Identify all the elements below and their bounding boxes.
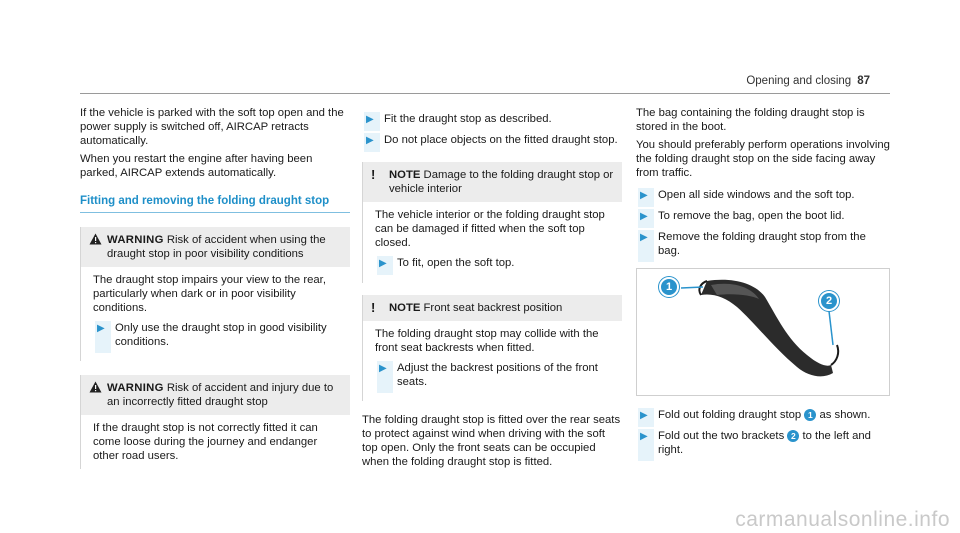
step-arrow-icon: ▶ <box>640 431 648 442</box>
warning-label: WARNING <box>107 382 164 394</box>
warning-heading: Risk of accident when using the draught stop in poor visibility conditions <box>107 234 326 260</box>
callout-1: 1 <box>659 277 679 297</box>
note-box <box>362 295 622 401</box>
paragraph: You should preferably perform operations involving the folding draught stop on the side facing away from traffic. <box>636 139 890 179</box>
step-text: Open all side windows and the soft top. <box>658 189 855 201</box>
callout-marker-1: 1 <box>804 409 816 421</box>
warning-box <box>80 375 350 469</box>
column-1 <box>80 106 350 483</box>
paragraph: The bag containing the folding draught stop is stored in the boot. <box>636 107 865 133</box>
page-number: 87 <box>857 75 870 87</box>
step-text: Fit the draught stop as described. <box>384 113 552 125</box>
paragraph: When you restart the engine after having been parked, AIRCAP extends automatically. <box>80 153 313 179</box>
step-arrow-icon: ▶ <box>379 363 387 374</box>
paragraph: If the vehicle is parked with the soft top open and the power supply is switched off, AIRCAP retracts automatically. <box>80 107 344 147</box>
step-arrow-icon: ▶ <box>640 232 648 243</box>
exclamation-icon: ! <box>371 300 376 315</box>
step-text: Fold out folding draught stop <box>658 409 802 421</box>
step-text: to the left and right. <box>658 430 871 456</box>
warning-text: The draught stop impairs your view to the rear, particularly when dark or in poor visibility conditions. <box>93 274 326 314</box>
step-text: To remove the bag, open the boot lid. <box>658 210 845 222</box>
warning-header <box>81 227 350 267</box>
step-text: Fold out the two brackets <box>658 430 785 442</box>
step-arrow-icon: ▶ <box>379 258 387 269</box>
warning-heading: Risk of accident and injury due to an incorrectly fitted draught stop <box>107 382 334 408</box>
step-arrow-icon: ▶ <box>640 410 648 421</box>
step <box>636 188 890 203</box>
warning-triangle-icon <box>89 381 107 397</box>
step-arrow-icon: ▶ <box>366 135 374 146</box>
note-header <box>363 162 622 202</box>
watermark: carmanualsonline.info <box>735 508 950 531</box>
step-arrow-icon: ▶ <box>366 114 374 125</box>
warning-label: WARNING <box>107 234 164 246</box>
step <box>636 209 890 224</box>
note-text: The vehicle interior or the folding draught stop can be damaged if fitted when the soft top closed. <box>375 209 605 249</box>
warning-text: If the draught stop is not correctly fitted it can come loose during the journey and endanger other road users. <box>93 422 318 462</box>
warning-box <box>80 227 350 361</box>
step <box>375 361 614 389</box>
draught-stop-illustration <box>636 268 890 396</box>
step-arrow-icon: ▶ <box>640 190 648 201</box>
step <box>362 112 622 127</box>
note-box <box>362 162 622 283</box>
section-heading: Fitting and removing the folding draught stop <box>80 194 350 213</box>
step <box>362 133 622 148</box>
column-3 <box>636 106 890 463</box>
callout-marker-2: 2 <box>787 430 799 442</box>
header-rule <box>80 93 890 94</box>
note-label: NOTE <box>389 169 421 181</box>
step-text: Do not place objects on the fitted draught stop. <box>384 134 618 146</box>
note-header <box>363 295 622 321</box>
step-text: To fit, open the soft top. <box>397 257 515 269</box>
step-arrow-icon: ▶ <box>640 211 648 222</box>
step <box>636 408 890 423</box>
note-label: NOTE <box>389 302 421 314</box>
step-text: Remove the folding draught stop from the bag. <box>658 231 866 257</box>
note-heading: Front seat backrest position <box>423 302 563 314</box>
paragraph: The folding draught stop is fitted over the rear seats to protect against wind when driving with the soft top open. Only the front seats can be occupied when the folding draught stop is fitted. <box>362 414 621 468</box>
warning-header <box>81 375 350 415</box>
note-heading: Damage to the folding draught stop or vehicle interior <box>389 169 614 195</box>
step <box>375 256 614 271</box>
section-title: Opening and closing <box>746 75 852 87</box>
step <box>636 429 890 457</box>
column-2 <box>362 106 622 473</box>
exclamation-icon: ! <box>371 167 376 182</box>
step <box>636 230 890 258</box>
callout-2: 2 <box>819 291 839 311</box>
running-header <box>746 74 870 88</box>
warning-triangle-icon <box>89 233 107 249</box>
note-text: The folding draught stop may collide with the front seat backrests when fitted. <box>375 328 599 354</box>
step <box>93 321 342 349</box>
step-text: Only use the draught stop in good visibility conditions. <box>115 322 327 348</box>
step-arrow-icon: ▶ <box>97 323 105 334</box>
step-text: as shown. <box>819 409 871 421</box>
step-text: Adjust the backrest positions of the front seats. <box>397 362 598 388</box>
